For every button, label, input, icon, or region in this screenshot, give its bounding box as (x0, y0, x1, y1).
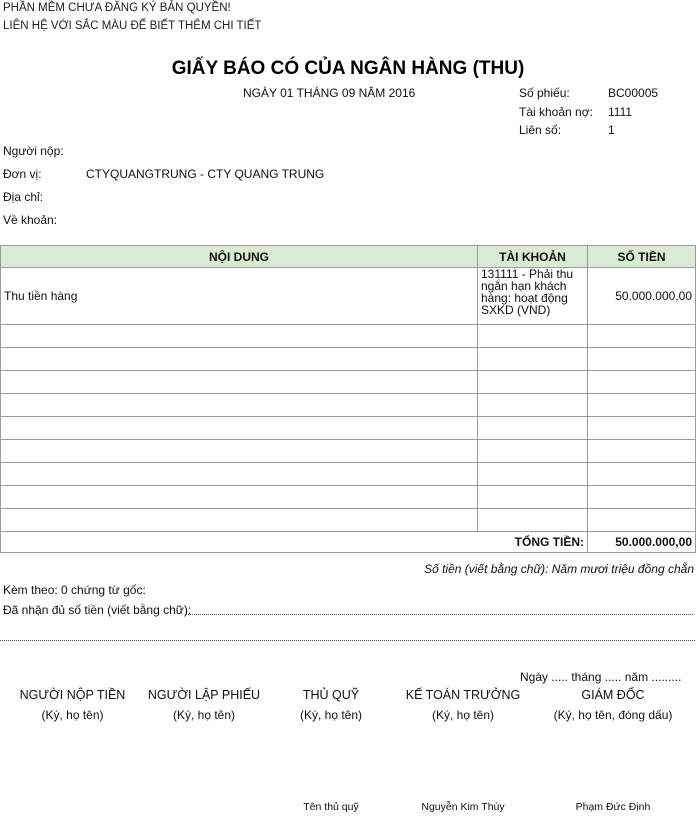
table-row (1, 268, 696, 325)
reason-label: Về khoản: (3, 213, 58, 227)
unit-value: CTYQUANGTRUNG - CTY QUANG TRUNG (86, 167, 325, 181)
signature-title-cashier: THỦ QUỸ (302, 688, 360, 702)
payer-label: Người nộp: (3, 144, 64, 158)
copy-number-value: 1 (608, 123, 615, 137)
total-row (1, 532, 696, 553)
column-header-amount: SỐ TIỀN (588, 246, 696, 268)
signature-sub-chief-accountant: (Ký, họ tên) (431, 708, 495, 722)
table-row-empty (1, 371, 696, 394)
table-row-empty (1, 417, 696, 440)
attached-documents: Kèm theo: 0 chứng từ gốc: (3, 583, 146, 597)
receipt-table (0, 245, 696, 553)
signature-name-chief-accountant: Nguyễn Kim Thúy (421, 801, 505, 813)
amount-in-words: Số tiền (viết bằng chữ): Năm mươi triệu đồng chẵn (424, 562, 694, 576)
table-row-empty (1, 486, 696, 509)
voucher-number-label: Số phiếu: (519, 86, 570, 100)
signature-sub-preparer: (Ký, họ tên) (172, 708, 236, 722)
table-row-empty (1, 348, 696, 371)
signature-sub-cashier: (Ký, họ tên) (299, 708, 363, 722)
address-label: Địa chỉ: (3, 190, 44, 204)
debit-account-value: 1111 (608, 105, 633, 119)
column-header-account: TÀI KHOẢN (478, 246, 588, 268)
signature-sub-payer: (Ký, họ tên) (41, 708, 104, 722)
row-content: Thu tiền hàng (1, 268, 478, 325)
table-header-row (1, 246, 696, 268)
signature-name-cashier: Tên thủ quỹ (303, 801, 359, 813)
received-amount-label: Đã nhận đủ số tiền (viết bằng chữ): (3, 603, 192, 617)
signature-sub-director: (Ký, họ tên, đóng dấu) (553, 708, 673, 722)
watermark-line-2: LIÊN HỆ VỚI SẮC MÀU ĐỂ BIẾT THÊM CHI TIẾT (3, 20, 262, 32)
table-row-empty (1, 463, 696, 486)
column-header-content: NỘI DUNG (1, 246, 478, 268)
signature-title-preparer: NGƯỜI LẬP PHIẾU (147, 688, 261, 702)
table-row-empty (1, 394, 696, 417)
signature-date-line: Ngày ..... tháng ..... năm ......... (520, 670, 682, 684)
document-title: GIẤY BÁO CÓ CỦA NGÂN HÀNG (THU) (171, 58, 525, 79)
voucher-number-value: BC00005 (608, 86, 659, 100)
total-label: TỔNG TIỀN: (1, 532, 588, 553)
row-amount: 50.000.000,00 (588, 268, 696, 325)
table-row-empty (1, 440, 696, 463)
document-date: NGÀY 01 THÁNG 09 NĂM 2016 (243, 86, 416, 100)
signature-title-chief-accountant: KẾ TOÁN TRƯỞNG (405, 688, 521, 702)
debit-account-label: Tài khoản nợ: (519, 105, 593, 119)
received-amount-dotted-line (185, 614, 693, 615)
copy-number-label: Liên số: (519, 123, 562, 137)
table-row-empty (1, 325, 696, 348)
watermark-line-1: PHẦN MỀM CHƯA ĐĂNG KÝ BẢN QUYỀN! (3, 2, 231, 14)
table-row-empty (1, 509, 696, 532)
unit-label: Đơn vị: (3, 167, 42, 181)
row-account: 131111 - Phải thu ngắn hạn khách hàng: hoạt động SXKD (VND) (478, 268, 588, 325)
section-divider (0, 640, 695, 641)
total-value: 50.000.000,00 (588, 532, 696, 553)
signature-title-director: GIÁM ĐỐC (581, 688, 645, 702)
signature-title-payer: NGƯỜI NỘP TIỀN (19, 688, 126, 702)
signature-name-director: Phạm Đức Định (575, 801, 651, 813)
